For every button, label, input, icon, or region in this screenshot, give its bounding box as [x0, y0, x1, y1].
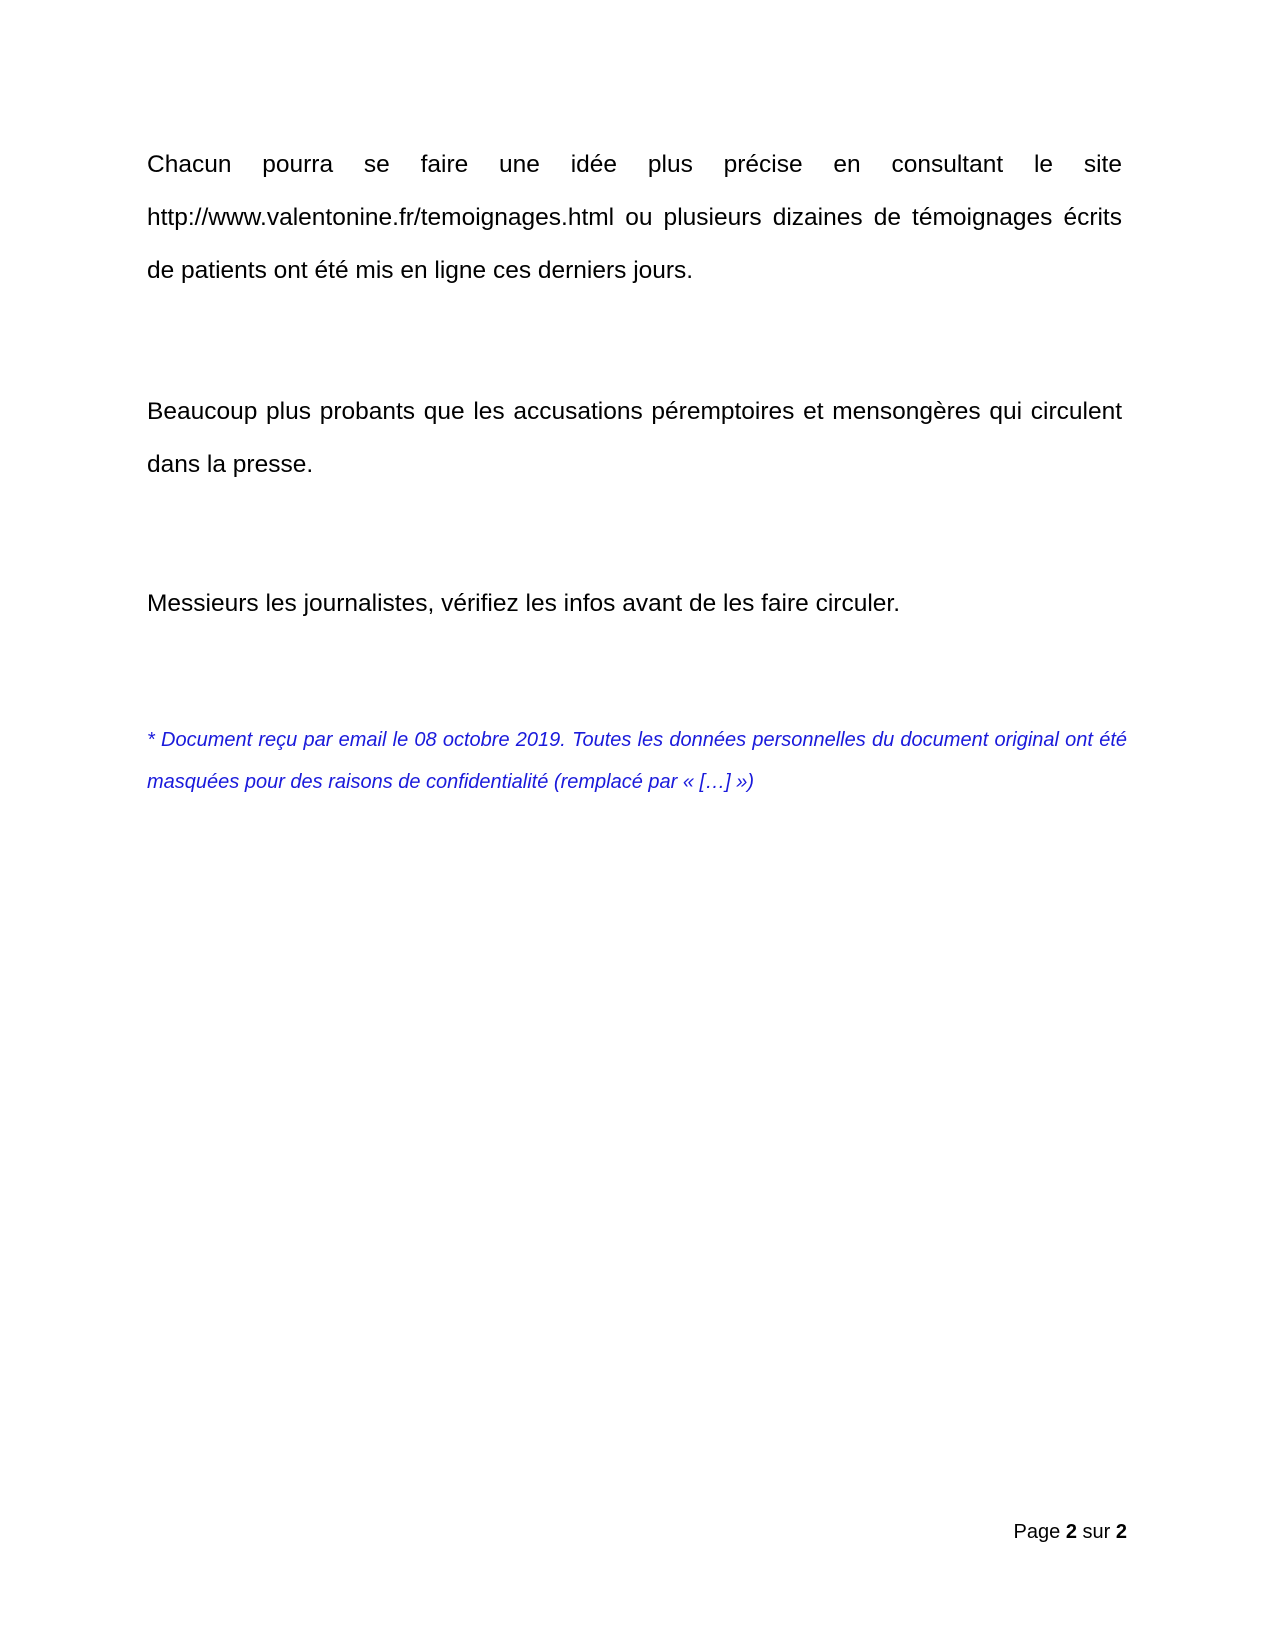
page-label: Page	[1013, 1521, 1061, 1543]
confidentiality-note: * Document reçu par email le 08 octobre 2019. Toutes les données personnelles du document original ont été masquées pour des raisons de confidentialité (remplacé par « […] »)	[147, 729, 1127, 793]
page-footer	[1014, 1518, 1127, 1546]
current-page-number: 2	[1065, 1521, 1077, 1543]
page-separator: sur	[1082, 1521, 1111, 1543]
body-paragraph-1: Chacun pourra se faire une idée plus précise en consultant le site http://www.valentonine.fr/temoignages.html ou plusieurs dizaines de témoignages écrits de patients ont été mis en ligne ces derniers jours.	[147, 151, 1122, 284]
total-pages-number: 2	[1115, 1521, 1127, 1543]
body-paragraph-3: Messieurs les journalistes, vérifiez les infos avant de les faire circuler.	[147, 590, 901, 617]
body-paragraph-2: Beaucoup plus probants que les accusations péremptoires et mensongères qui circulent dans la presse.	[147, 398, 1122, 478]
